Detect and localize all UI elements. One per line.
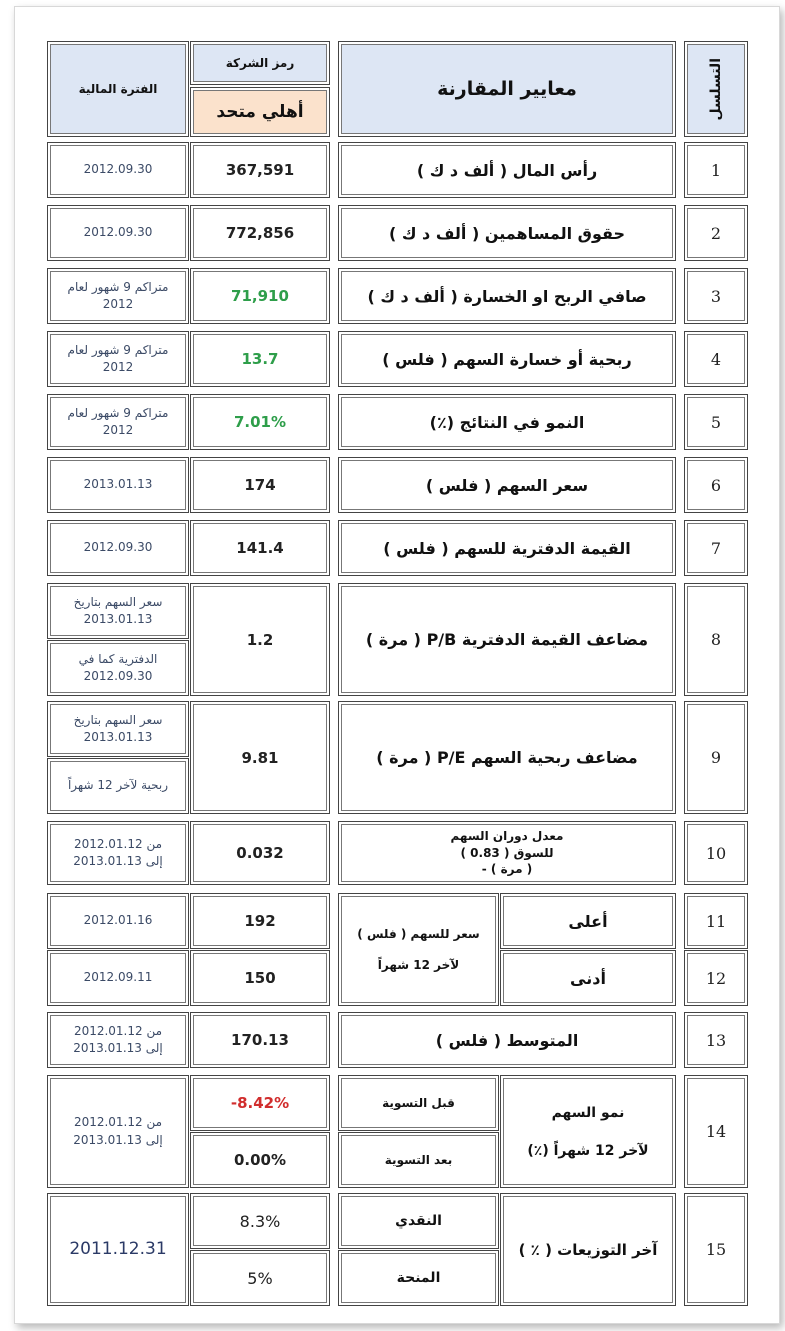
seq-number: 8 [710,630,722,649]
value-text: 1.2 [246,630,274,649]
row-14-value-b [190,1132,330,1188]
date-line-1: من 2012.01.12 [73,1023,163,1038]
row-11-date [47,893,189,949]
date-line-1: متراكم 9 شهور لعام [67,342,169,357]
header-criteria [338,41,676,137]
price-range-line-2: لآخر 12 شهراً [377,957,460,972]
row-8-date-a [47,583,189,639]
row-7-date [47,520,189,576]
date-line-1: ربحية لآخر 12 شهراً [67,778,169,793]
row-6-criterion [338,457,676,513]
row-15-sub-b [338,1250,499,1306]
value-text: 9.81 [241,748,279,767]
value-text: 141.4 [236,539,284,557]
row-6-value [190,457,330,513]
row-15-value-b [190,1250,330,1306]
value-text: 174 [244,476,276,494]
date-text: 2012.09.30 [83,225,153,240]
date-line-1: متراكم 9 شهور لعام [67,405,169,420]
value-text: 5% [247,1268,273,1288]
row-12-date [47,950,189,1006]
date-line-2: 2012 [102,423,134,437]
row-9-date-a [47,701,189,757]
date-line-2: 2012 [102,360,134,374]
row-3-date [47,268,189,324]
sublabel-text: المنحة [396,1270,441,1286]
row-15-sub-a [338,1193,499,1249]
row-14-date [47,1075,189,1188]
criterion-text: حقوق المساهمين ( ألف د ك ) [388,223,626,243]
header-period [47,41,189,137]
row-12-value [190,950,330,1006]
value-text: 367,591 [225,161,295,179]
row-1-value [190,142,330,198]
date-text: 2012.09.30 [83,540,153,555]
value-text: 150 [244,969,276,987]
row-2-date [47,205,189,261]
row-8-criterion [338,583,676,696]
row-13-value [190,1012,330,1068]
period-label: الفترة المالية [78,82,158,96]
row-7-seq [684,520,748,576]
row-2-value [190,205,330,261]
row-14-seq [684,1075,748,1188]
row-1-date [47,142,189,198]
seq-number: 4 [710,349,722,369]
row-4-date [47,331,189,387]
value-text: 8.3% [239,1211,281,1231]
sublabel-text: النقدي [395,1213,442,1229]
date-text: 2012.09.11 [83,970,153,985]
row-7-criterion [338,520,676,576]
criterion-text: مضاعف القيمة الدفترية P/B ( مرة ) [365,630,649,649]
criteria-label: معايير المقارنة [437,78,577,100]
value-text: 7.01% [233,413,287,431]
seq-number: 6 [710,475,722,495]
criterion-line-3: ( مرة ) - [481,862,533,877]
criterion-text: صافي الربح او الخسارة ( ألف د ك ) [367,286,647,306]
value-text: 71,910 [231,287,289,305]
row-9-criterion [338,701,676,814]
row-1-criterion [338,142,676,198]
value-text: 170.13 [231,1031,289,1049]
criterion-line-1: نمو السهم [551,1104,625,1121]
row-7-value [190,520,330,576]
row-10-date [47,821,189,885]
date-line-2: 2012.09.30 [83,669,153,683]
date-line-2: إلى 2013.01.13 [73,1132,163,1147]
date-line-1: متراكم 9 شهور لعام [67,279,169,294]
row-15-criterion [500,1193,676,1306]
price-range-line-1: سعر للسهم ( فلس ) [357,926,480,941]
row-14-sub-a [338,1075,499,1131]
criterion-text: المتوسط ( فلس ) [435,1030,579,1050]
row-6-date [47,457,189,513]
date-text: 2011.12.31 [69,1239,167,1260]
date-text: 2012.09.30 [83,162,153,177]
row-4-seq [684,331,748,387]
seq-number: 7 [710,538,722,558]
date-line-2: إلى 2013.01.13 [73,1041,163,1055]
document-page [14,6,780,1324]
criterion-text: رأس المال ( ألف د ك ) [416,160,598,180]
criterion-line-2: لآخر 12 شهراً (٪) [527,1142,649,1159]
row-3-value [190,268,330,324]
seq-number: 10 [705,843,727,863]
sublabel-text: بعد التسوية [384,1152,453,1167]
date-line-1: من 2012.01.12 [73,836,163,851]
row-10-criterion [338,821,676,885]
row-14-criterion [500,1075,676,1188]
row-11-value [190,893,330,949]
seq-number: 11 [705,911,727,931]
row-10-value [190,821,330,885]
criterion-text: مضاعف ربحية السهم P/E ( مرة ) [376,748,638,767]
seq-number: 13 [705,1030,727,1050]
value-text: 772,856 [225,224,295,242]
value-text: 192 [244,912,276,930]
row-4-criterion [338,331,676,387]
row-11-seq [684,893,748,949]
value-text: -8.42% [230,1094,290,1112]
value-text: 0.032 [236,844,284,862]
row-13-criterion [338,1012,676,1068]
row-2-seq [684,205,748,261]
date-line-1: سعر السهم بتاريخ [73,712,163,727]
row-4-value [190,331,330,387]
date-text: 2013.01.13 [83,477,153,492]
seq-number: 1 [710,160,722,180]
row-9-value [190,701,330,814]
header-company-name [190,87,330,137]
row-12-seq [684,950,748,1006]
criterion-text: القيمة الدفترية للسهم ( فلس ) [383,538,631,558]
seq-number: 14 [705,1122,727,1141]
row-8-date-b [47,640,189,696]
seq-number: 2 [710,223,722,243]
criterion-text: النمو في النتائج (٪) [429,412,585,432]
row-15-seq [684,1193,748,1306]
row-5-value [190,394,330,450]
row-11-sublabel [500,893,676,949]
criterion-text: آخر التوزيعات ( ٪ ) [518,1240,658,1259]
date-line-2: 2013.01.13 [83,730,153,744]
sublabel-text: أدنى [570,968,606,988]
date-text: 2012.01.16 [83,913,153,928]
row-5-date [47,394,189,450]
row-8-value [190,583,330,696]
header-company-code [190,41,330,85]
row-15-date [47,1193,189,1306]
criterion-text: ربحية أو خسارة السهم ( فلس ) [382,349,632,369]
seq-number: 5 [710,412,722,432]
company-code-label: رمز الشركة [225,56,295,70]
date-line-1: سعر السهم بتاريخ [73,594,163,609]
value-text: 0.00% [233,1151,287,1169]
criterion-line-2: للسوق ( 0.83 ) [460,845,554,860]
seq-number: 3 [710,286,722,306]
row-14-value-a [190,1075,330,1131]
header-seq [684,41,748,137]
row-10-seq [684,821,748,885]
date-line-2: 2012 [102,297,134,311]
date-line-2: إلى 2013.01.13 [73,854,163,868]
date-line-1: من 2012.01.12 [73,1115,163,1130]
company-name: أهلي متحد [216,102,304,122]
date-line-2: 2013.01.13 [83,612,153,626]
row-3-criterion [338,268,676,324]
row-14-sub-b [338,1132,499,1188]
seq-number: 9 [710,748,722,767]
value-text: 13.7 [241,350,279,368]
criterion-line-1: معدل دوران السهم [450,828,564,843]
row-6-seq [684,457,748,513]
seq-number: 15 [705,1240,727,1259]
price-range-label [338,893,499,1006]
row-13-seq [684,1012,748,1068]
row-9-date-b [47,758,189,814]
row-2-criterion [338,205,676,261]
criterion-text: سعر السهم ( فلس ) [425,475,589,495]
row-12-sublabel [500,950,676,1006]
seq-label: التسلسل [708,57,724,121]
date-line-1: الدفترية كما في [78,651,158,666]
seq-number: 12 [705,968,727,988]
sublabel-text: أعلى [568,911,608,931]
row-15-value-a [190,1193,330,1249]
row-8-seq [684,583,748,696]
row-1-seq [684,142,748,198]
row-3-seq [684,268,748,324]
row-9-seq [684,701,748,814]
row-13-date [47,1012,189,1068]
row-5-seq [684,394,748,450]
sublabel-text: قبل التسوية [382,1095,455,1110]
row-5-criterion [338,394,676,450]
